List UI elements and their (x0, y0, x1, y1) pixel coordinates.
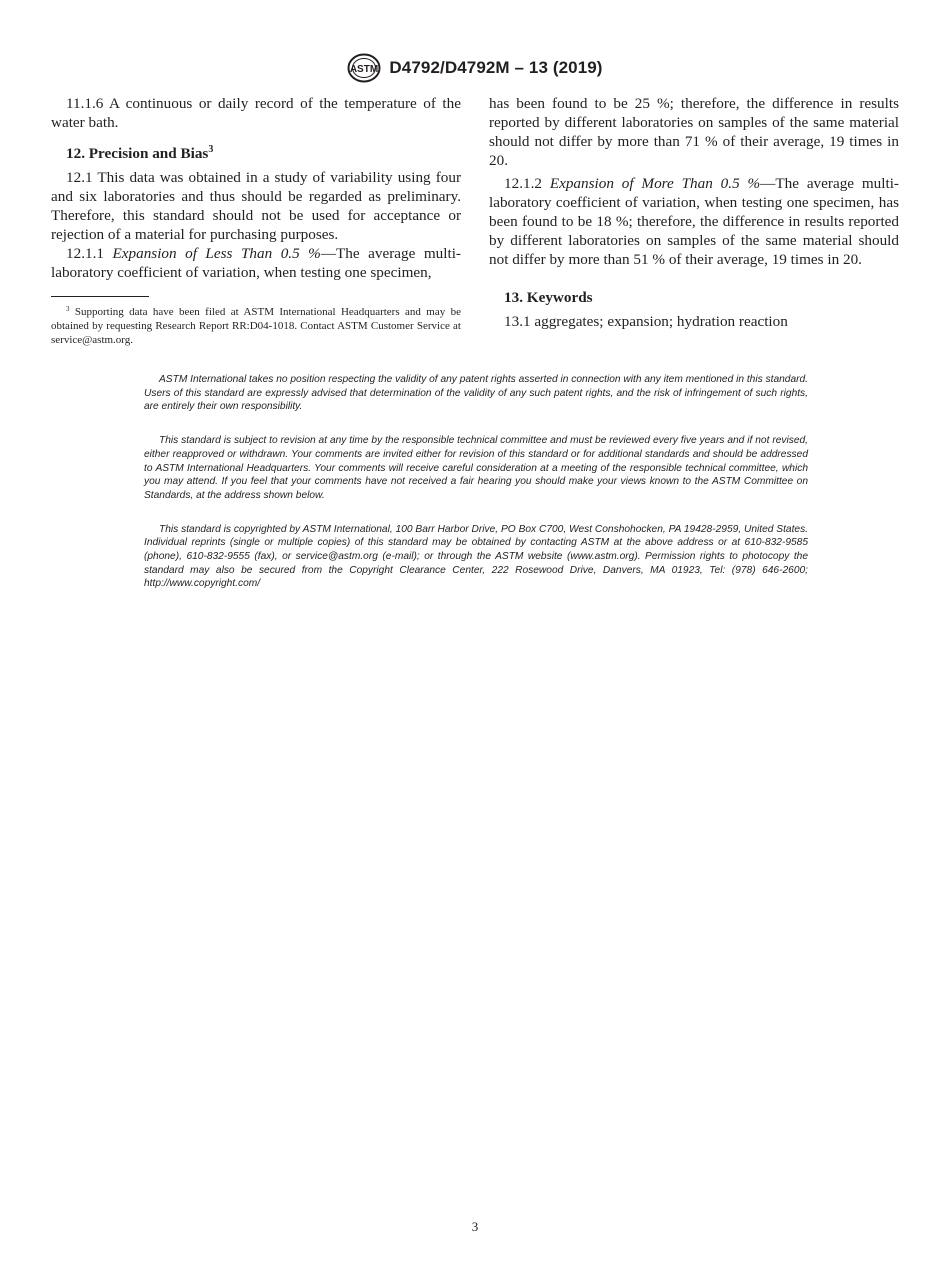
astm-notices (144, 373, 808, 611)
footnote-text: Supporting data have been filed at ASTM International Headquarters and may be obtained by requesting Research Report RR:D04-1018. Contact ASTM Customer Service at service@astm.org. (51, 306, 461, 346)
paragraph-12-1-2 (489, 174, 899, 269)
page-number: 3 (471, 1219, 479, 1234)
footnote-text-block (51, 305, 461, 347)
astm-logo-icon (347, 53, 381, 83)
revision-notice: This standard is subject to revision at any time by the responsible technical committee and must be reviewed every five years and if not revised, either reapproved or withdrawn. Your comments are invited either for revision of this standard or for additional standards and should be addressed to ASTM International Headquarters. Your comments will receive careful consideration at a meeting of the responsible technical committee, which you may attend. If you feel that your comments have not received a fair hearing you should make your views known to the ASTM Committee on Standards, at the address shown below. (144, 435, 808, 501)
footnote-ref-3: 3 (208, 144, 214, 155)
paragraph-12-1-1-body: —The average multi-laboratory coefficient of variation, when testing one specimen, (51, 245, 461, 281)
footnote-divider (51, 296, 149, 297)
paragraph-12-1-2-title: Expansion of More Than 0.5 % (549, 175, 761, 192)
paragraph-12-1-1-number: 12.1.1 (66, 245, 113, 262)
paragraph-12-1: 12.1 This data was obtained in a study of variability using four and six laboratories and thus should be regarded as preliminary. Therefore, this standard should not be used for acceptance or rejection of a material for purchasing purposes. (51, 169, 461, 243)
svg-text:ASTM: ASTM (350, 64, 379, 75)
paragraph-12-1-2-body: —The average multi-laboratory coefficient of variation, when testing one specimen, has been found to be 18 %; therefore, the difference in results reported by different laboratories on samples of the same material should not differ by more than 51 % of their average, 19 times in 20. (489, 175, 899, 268)
page-header (0, 52, 950, 84)
paragraph-12-1-1-continued: has been found to be 25 %; therefore, the difference in results reported by different laboratories on samples of the same material should not differ by more than 71 % of their average, 19 times in 20. (489, 95, 899, 169)
paragraph-12-1-1 (51, 244, 461, 282)
paragraph-13-1: 13.1 aggregates; expansion; hydration reaction (504, 313, 788, 330)
section-12-heading (51, 144, 461, 163)
document-designation: D4792/D4792M – 13 (2019) (389, 58, 603, 77)
left-column (51, 94, 461, 282)
section-13-heading: 13. Keywords (504, 289, 593, 306)
paragraph-12-1-1-title: Expansion of Less Than 0.5 % (112, 245, 321, 262)
copyright-notice: This standard is copyrighted by ASTM International, 100 Barr Harbor Drive, PO Box C700, West Conshohocken, PA 19428-2959, United States. Individual reprints (single or multiple copies) of this standard may be obtained by contacting ASTM at the above address or at 610-832-9585 (phone), 610-832-9555 (fax), or service@astm.org (e-mail); or through the ASTM website (www.astm.org). Permission rights to photocopy the standard may also be secured from the Copyright Clearance Center, 222 Rosewood Drive, Danvers, MA 01923, Tel: (978) 646-2600; http://www.copyright.com/ (144, 523, 808, 590)
paragraph-12-1-2-number: 12.1.2 (504, 175, 550, 192)
footnote (51, 305, 461, 347)
section-12-title: 12. Precision and Bias (66, 145, 209, 162)
right-column (489, 94, 899, 331)
patent-notice: ASTM International takes no position respecting the validity of any patent rights asserted in connection with any item mentioned in this standard. Users of this standard are expressly advised that determination of the validity of any such patent rights, and the risk of infringement of such rights, are entirely their own responsibility. (144, 374, 808, 413)
paragraph-11-1-6: 11.1.6 A continuous or daily record of the temperature of the water bath. (51, 95, 461, 131)
footnote-marker: 3 (66, 305, 70, 313)
